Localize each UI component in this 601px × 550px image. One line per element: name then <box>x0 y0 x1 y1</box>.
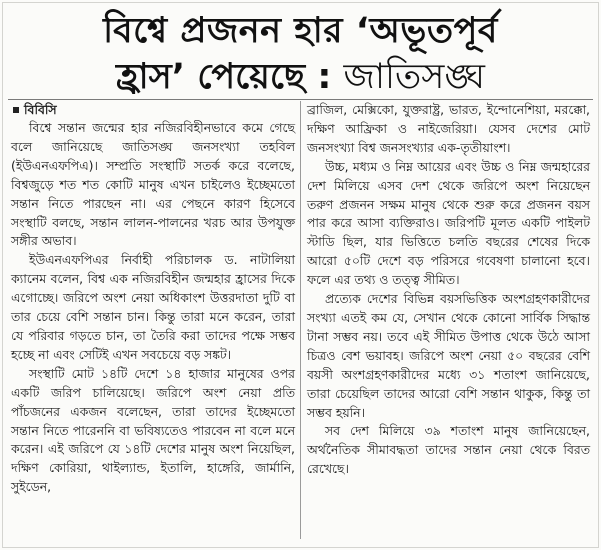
byline-square-icon <box>13 107 19 113</box>
column-divider <box>300 101 301 539</box>
article-column-right <box>307 101 590 479</box>
paragraph: ব্রাজিল, মেক্সিকো, যুক্তরাষ্ট্র, ভারত, ইন্দোনেশিয়া, মরক্কো, দক্ষিণ আফ্রিকা ও নাইজেরিয়া। যেসব দেশের মোট জনসংখ্যা বিশ্ব জনসংখ্যার এক-তৃতীয়াংশ। <box>307 102 590 155</box>
paragraph: সংস্থাটি মোট ১৪টি দেশে ১৪ হাজার মানুষের ওপর একটি জরিপ চালিয়েছে। জরিপে অংশ নেয়া প্রতি পাঁচজনের একজন বলেছেন, তারা তাদের ইচ্ছেমতো সন্তান নিতে পারেননি বা ভবিষ্যতেও পারবেন না বলে মনে করেন। এই জরিপে যে ১৪টি দেশের মানুষ অংশ নিয়েছিল, দক্ষিণ কোরিয়া, থাইল্যান্ড, ইতালি, হাঙ্গেরি, জার্মানি, সুইডেন, <box>11 365 295 495</box>
headline-rule <box>8 99 593 100</box>
article-column-left <box>11 101 295 497</box>
paragraph: সব দেশ মিলিয়ে ৩৯ শতাংশ মানুষ জানিয়েছেন, অর্থনৈতিক সীমাবদ্ধতা তাদের সন্তান নেয়া থেকে বিরত রেখেছে। <box>307 423 590 477</box>
paragraph: বিশ্বে সন্তান জন্মের হার নজিরবিহীনভাবে কমে গেছে বলে জানিয়েছে জাতিসঙ্ঘ জনসংখ্যা তহবিল (ইউএনএফপিএ)। সম্প্রতি সংস্থাটি সতর্ক করে বলেছে, বিশ্বজুড়ে শত শত কোটি মানুষ এখন চাইলেও ইচ্ছেমতো সন্তান নিতে পারছেন না। এর পেছনে কারণ হিসেবে সংস্থাটি বলছে, সন্তান লালন-পালনের খরচ আর উপযুক্ত সঙ্গীর অভাব। <box>11 120 295 249</box>
headline-separator: : <box>317 57 332 97</box>
paragraph: উচ্চ, মধ্যম ও নিম্ন আয়ের এবং উচ্চ ও নিম্ন জন্মহারের দেশ মিলিয়ে এসব দেশ থেকে জরিপে অংশ নিয়েছেন তরুণ প্রজনন সক্ষম মানুষ থেকে শুরু করে প্রজনন বয়স পার করে আসা ব্যক্তিরাও। জরিপটি মূলত একটি পাইলট স্টাডি ছিল, যার ভিত্তিতে চলতি বছরের শেষের দিকে আরো ৫০টি দেশে বড় পরিসরে গবেষণা চালানো হবে। ফলে এর তথ্য ও তত্ত্ব সীমিত। <box>307 158 590 288</box>
headline-line-2 <box>0 54 601 100</box>
byline <box>11 101 295 119</box>
paragraph: ইউএনএফপিএর নির্বাহী পরিচালক ড. নাটালিয়া ক্যানেম বলেন, বিশ্ব এক নজিরবিহীন জন্মহার হ্রাসের দিকে এগোচ্ছে। জরিপে অংশ নেয়া অধিকাংশ উত্তরদাতা দুটি বা তার চেয়ে বেশি সন্তান চান। কিন্তু তারা মনে করেন, তারা যে পরিবার গড়তে চান, তা তৈরি করা তাদের পক্ষে সম্ভব হচ্ছে না এবং সেটিই এখন সবচেয়ে বড় সঙ্কট। <box>11 252 295 362</box>
headline-line-1: বিশ্বে প্রজনন হার ‘অভূতপূর্ব <box>103 11 498 51</box>
paragraph: প্রত্যেক দেশের বিভিন্ন বয়সভিত্তিক অংশগ্রহণকারীদের সংখ্যা এতই কম যে, সেখান থেকে কোনো সার্বিক সিদ্ধান্ত টানা সম্ভব নয়। তবে এই সীমিত উপাত্ত থেকে উঠে আসা চিত্রও বেশ ভয়াবহ। জরিপে অংশ নেয়া ৫০ বছরের বেশি বয়সী অংশগ্রহণকারীদের মধ্যে ৩১ শতাংশ জানিয়েছে, তারা চেয়েছিল তাদের আরো বেশি সন্তান থাকুক, কিন্তু তা সম্ভব হয়নি। <box>307 291 590 420</box>
byline-text: বিবিসি <box>24 102 57 117</box>
headline <box>0 8 601 100</box>
headline-main-text: হ্রাস’ পেয়েছে <box>116 57 306 97</box>
headline-source: জাতিসঙ্ঘ <box>343 57 485 97</box>
